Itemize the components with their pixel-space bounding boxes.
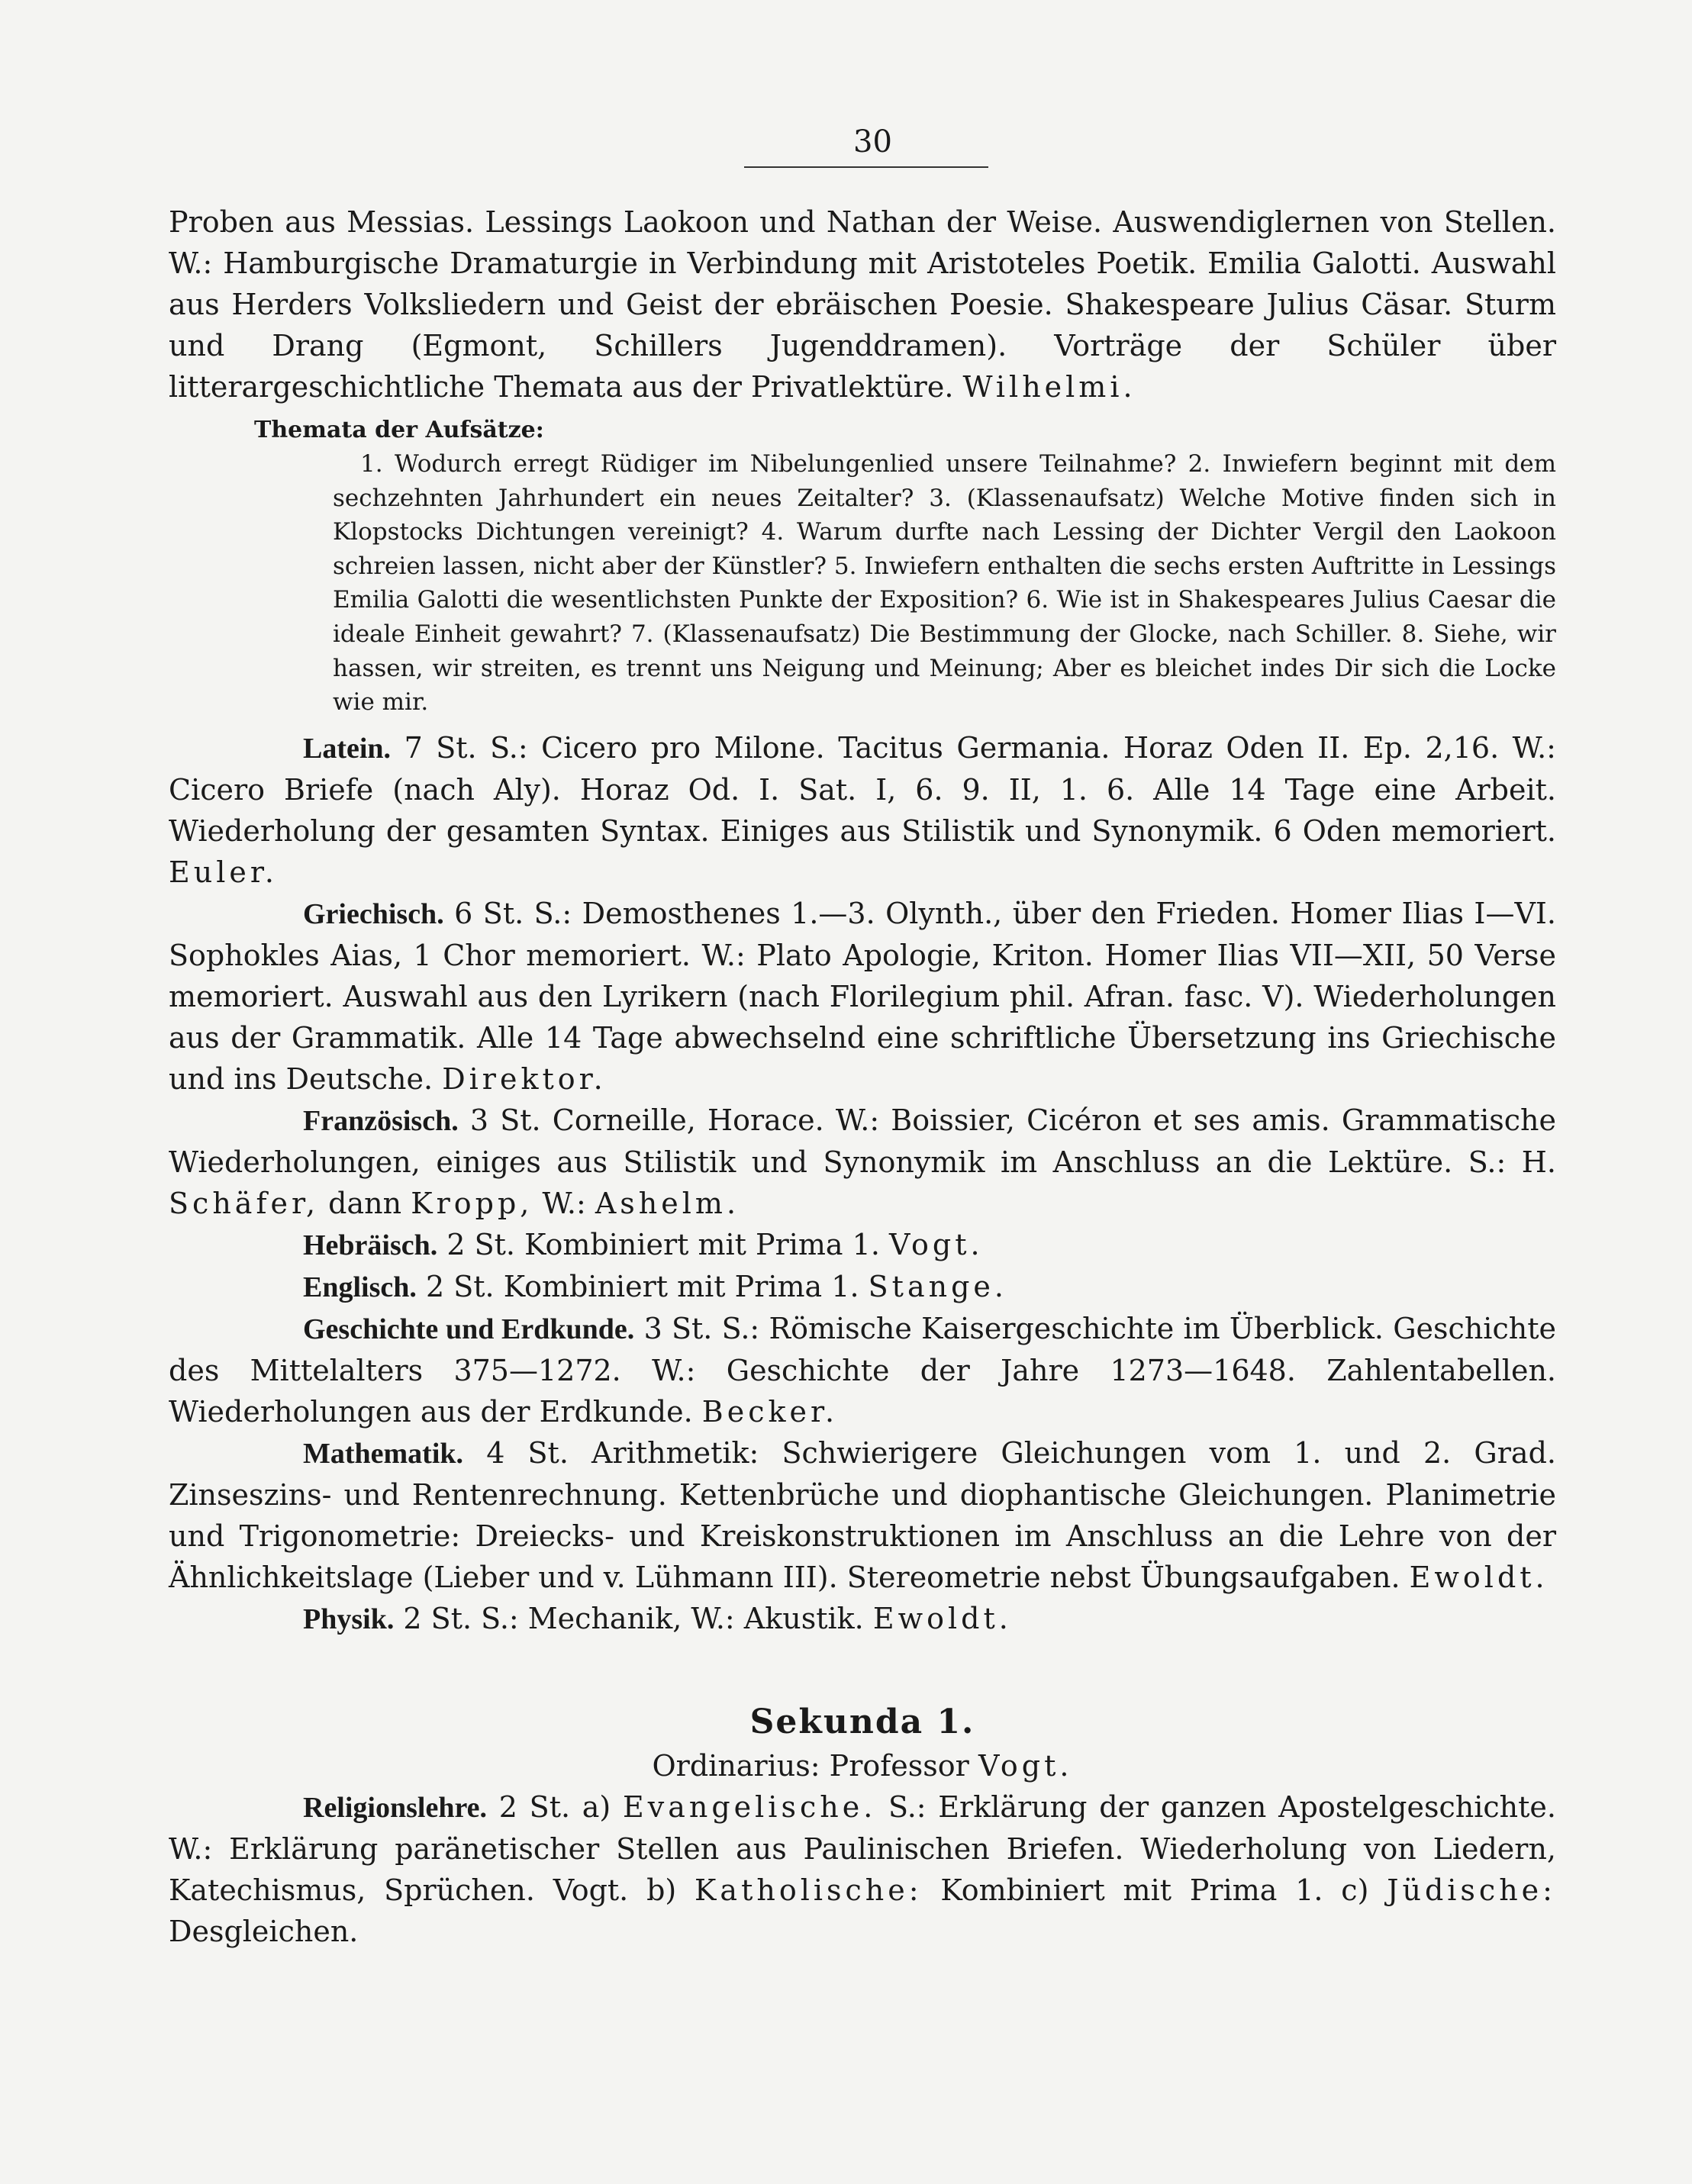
teacher-name: Ewoldt. (1409, 1560, 1549, 1594)
subject-heading: Hebräisch. (303, 1229, 438, 1261)
themata-title: Themata der Aufsätze: (254, 417, 544, 443)
teacher-name: Direktor. (442, 1061, 607, 1096)
teacher-name: Vogt. (889, 1227, 984, 1261)
teacher-name: Ewoldt. (872, 1601, 1012, 1635)
subject-latein: Latein. 7 St. S.: Cicero pro Milone. Tacitus Germania. Horaz Oden II. Ep. 2,16. W.: Cicero Briefe (nach Aly). Horaz Od. I. Sat. I, 6. 9. II, 1. 6. Alle 14 Tage eine Arbeit. Wiederholung der gesamten Syntax. Einiges aus Stilistik und Synonymik. 6 Oden memoriert. Euler. (169, 730, 1556, 889)
subject-heading: Griechisch. (303, 897, 444, 930)
subject-heading: Geschichte und Erdkunde. (303, 1313, 635, 1345)
teacher-name: Wilhelmi. (962, 370, 1136, 404)
teacher-name: Vogt. (978, 1748, 1073, 1783)
subject-heading: Latein. (303, 732, 392, 765)
subject-heading: Mathematik. (303, 1437, 464, 1470)
header-rule (744, 166, 988, 168)
subject-physik: Physik. 2 St. S.: Mechanik, W.: Akustik. Ewoldt. (303, 1601, 1012, 1635)
themata-list: 1. Wodurch erregt Rüdiger im Nibelungenlied unsere Teilnahme? 2. Inwiefern beginnt mit dem sechzehnten Jahrhundert ein neues Zeitalter? 3. (Klassenaufsatz) Welche Motive finden sich in Klopstocks Dichtungen vereinigt? 4. Warum durfte nach Lessing der Dichter Vergil den Laokoon schreien lassen, nicht aber der Künstler? 5. Inwiefern enthalten die sechs ersten Auftritte in Lessings Emilia Galotti die wesentlichsten Punkte der Exposition? 6. Wie ist in Shakespeares Julius Caesar die ideale Einheit gewahrt? 7. (Klassenaufsatz) Die Bestimmung der Glocke, nach Schiller. 8. Siehe, wir hassen, wir streiten, es trennt uns Neigung und Meinung; Aber es bleichet indes Dir sich die Locke wie mir. (333, 450, 1556, 717)
subject-mathematik: Mathematik. 4 St. Arithmetik: Schwierigere Gleichungen vom 1. und 2. Grad. Zinseszins- und Rentenrechnung. Kettenbrüche und diophantische Gleichungen. Planimetrie und Trigonometrie: Dreiecks- und Kreiskonstruktionen im Anschluss an die Lehre von der Ähnlichkeitslage (Lieber und v. Lühmann III). Stereometrie nebst Übungsaufgaben. Ewoldt. (169, 1435, 1556, 1594)
teacher-name: Stange. (868, 1269, 1007, 1303)
subject-geschichte: Geschichte und Erdkunde. 3 St. S.: Römische Kaisergeschichte im Überblick. Geschichte des Mittelalters 375—1272. W.: Geschichte der Jahre 1273—1648. Zahlentabellen. Wiederholungen aus der Erdkunde. Becker. (169, 1311, 1556, 1429)
teacher-name: Becker. (701, 1394, 839, 1429)
section-title: Sekunda 1. (749, 1702, 975, 1741)
teacher-name: Euler. (169, 855, 278, 889)
teacher-name: Ashelm. (595, 1186, 740, 1220)
subject-griechisch: Griechisch. 6 St. S.: Demosthenes 1.—3. Olynth., über den Frieden. Homer Ilias I—VI. Sophokles Aias, 1 Chor memoriert. W.: Plato Apologie, Kriton. Homer Ilias VII—XII, 50 Verse memoriert. Auswahl aus den Lyrikern (nach Florilegium phil. Afran. fasc. V). Wiederholungen aus der Grammatik. Alle 14 Tage abwechselnd eine schriftliche Übersetzung ins Griechische und ins Deutsche. Direktor. (169, 896, 1556, 1096)
subject-hebraeisch: Hebräisch. 2 St. Kombiniert mit Prima 1. Vogt. (303, 1227, 984, 1261)
subject-heading: Physik. (303, 1603, 395, 1635)
subject-englisch: Englisch. 2 St. Kombiniert mit Prima 1. Stange. (303, 1269, 1007, 1303)
page-content (169, 201, 1556, 1952)
deutsch-continuation: Proben aus Messias. Lessings Laokoon und Nathan der Weise. Auswendiglernen von Stellen. W.: Hamburgische Dramaturgie in Verbindung mit Aristoteles Poetik. Emilia Galotti. Auswahl aus Herders Volksliedern und Geist der ebräischen Poesie. Shakespeare Julius Cäsar. Sturm und Drang (Egmont, Schillers Jugenddramen). Vorträge der Schüler über litterargeschichtliche Themata aus der Privatlektüre. Wilhelmi. (169, 205, 1556, 404)
subject-religion: Religionslehre. 2 St. a) Evangelische. S.: Erklärung der ganzen Apostelgeschichte. W.: Erklärung paränetischer Stellen aus Paulinischen Briefen. Wiederholung von Liedern, Katechismus, Sprüchen. Vogt. b) Katholische: Kombiniert mit Prima 1. c) Jüdische: Desgleichen. (169, 1789, 1556, 1948)
teacher-name: Kropp, (411, 1186, 533, 1220)
subject-heading: Englisch. (303, 1271, 417, 1303)
teacher-name: Schäfer, (169, 1186, 320, 1220)
subject-heading: Französisch. (303, 1104, 459, 1137)
subject-heading: Religionslehre. (303, 1791, 488, 1824)
page-number: 30 (853, 124, 892, 159)
subject-franzoesisch: Französisch. 3 St. Corneille, Horace. W.: Boissier, Cicéron et ses amis. Grammatische Wiederholungen, einiges aus Stilistik und Synonymik im Anschluss an die Lektüre. S.: H. Schäfer, dann Kropp, W.: Ashelm. (169, 1103, 1556, 1220)
ordinarius-line: Ordinarius: Professor Vogt. (652, 1748, 1073, 1783)
